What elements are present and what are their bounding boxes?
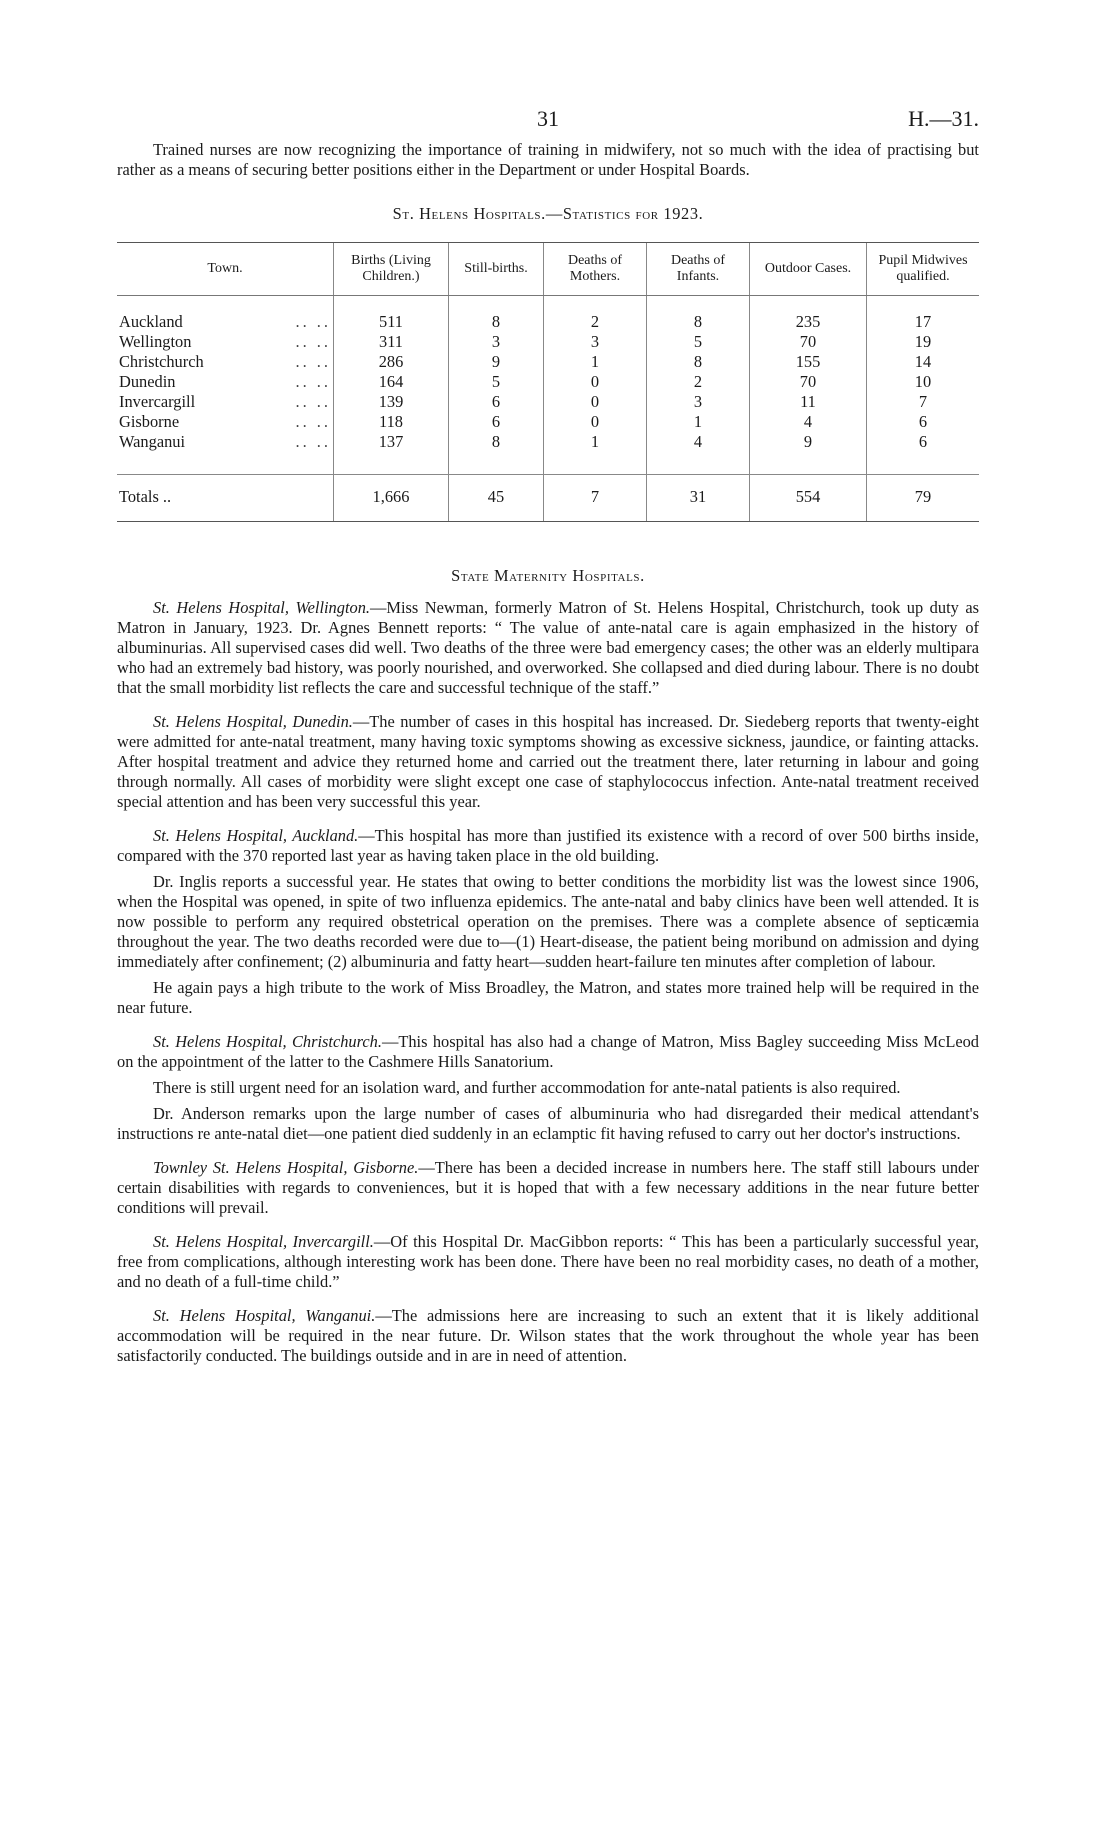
leader-dots: .. .. bbox=[295, 312, 331, 331]
christchurch-paragraph-2: There is still urgent need for an isolation ward, and further accommodation for ante-natal patients is also required. bbox=[153, 1078, 901, 1097]
auckland-paragraph bbox=[117, 826, 979, 866]
deaths-infants-cell: 2 bbox=[647, 372, 750, 392]
still-births-cell: 3 bbox=[449, 332, 544, 352]
hospital-title: St. Helens Hospital, Wellington. bbox=[153, 598, 370, 617]
paragraph-text: —The admissions here are increasing to such an extent that it is likely additional accommodation will be required in the near future. Dr. Wilson states that the work throughout the whole year has been satisfactorily conducted. The buildings outside and in are in need of attention. bbox=[117, 1306, 980, 1365]
dunedin-paragraph bbox=[117, 712, 979, 812]
table-title: St. Helens Hospitals.—Statistics for 1923. bbox=[392, 204, 704, 223]
paragraph-text: —This hospital has also had a change of Matron, Miss Bagley succeeding Miss McLeod on the appointment of the latter to the Cashmere Hills Sanatorium. bbox=[117, 1032, 979, 1071]
table-row bbox=[117, 296, 979, 333]
deaths-infants-cell: 3 bbox=[647, 392, 750, 412]
pupil-midwives-cell: 7 bbox=[867, 392, 980, 412]
town-name: Gisborne bbox=[119, 412, 180, 431]
wellington-paragraph bbox=[117, 598, 979, 698]
paragraph-text: —This hospital has more than justified its existence with a record of over 500 births inside, compared with the 370 reported last year as having taken place in the old building. bbox=[117, 826, 980, 865]
total-deaths-infants: 31 bbox=[647, 475, 750, 522]
deaths-infants-cell: 5 bbox=[647, 332, 750, 352]
outdoor-cases-cell: 9 bbox=[750, 432, 867, 475]
outdoor-cases-cell: 4 bbox=[750, 412, 867, 432]
table-row bbox=[117, 432, 979, 475]
gisborne-paragraph bbox=[117, 1158, 979, 1218]
deaths-infants-cell: 1 bbox=[647, 412, 750, 432]
hospital-title: St. Helens Hospital, Christchurch. bbox=[153, 1032, 382, 1051]
table-row bbox=[117, 332, 979, 352]
deaths-mothers-cell: 2 bbox=[544, 296, 647, 333]
running-header bbox=[117, 106, 979, 140]
total-still-births: 45 bbox=[449, 475, 544, 522]
town-name: Auckland bbox=[119, 312, 183, 331]
outdoor-cases-cell: 155 bbox=[750, 352, 867, 372]
births-cell: 139 bbox=[334, 392, 449, 412]
total-deaths-mothers: 7 bbox=[544, 475, 647, 522]
hospital-title: St. Helens Hospital, Wanganui. bbox=[153, 1306, 376, 1325]
deaths-infants-cell: 8 bbox=[647, 352, 750, 372]
table-row bbox=[117, 372, 979, 392]
town-name: Invercargill bbox=[119, 392, 196, 411]
hospital-title: St. Helens Hospital, Auckland. bbox=[153, 826, 359, 845]
hospital-title: St. Helens Hospital, Dunedin. bbox=[153, 712, 353, 731]
still-births-cell: 6 bbox=[449, 392, 544, 412]
column-header-town: Town. bbox=[117, 243, 334, 296]
invercargill-paragraph bbox=[117, 1232, 979, 1292]
deaths-mothers-cell: 0 bbox=[544, 372, 647, 392]
table-row bbox=[117, 392, 979, 412]
births-cell: 511 bbox=[334, 296, 449, 333]
leader-dots: .. .. bbox=[295, 432, 331, 451]
document-reference: H.—31. bbox=[908, 106, 979, 131]
column-header-still-births: Still-births. bbox=[449, 243, 544, 296]
leader-dots: .. .. bbox=[295, 352, 331, 371]
hospital-title: St. Helens Hospital, Invercargill. bbox=[153, 1232, 374, 1251]
paragraph-text: —The number of cases in this hospital has increased. Dr. Siedeberg reports that twenty-eight were admitted for ante-natal treatment, many having toxic symptoms showing as excessive sickness, jaundice, or fainting attacks. After hospital treatment and advice they returned home and carried out the treatment there, later returning in labour and going through normally. All cases of morbidity were slight except one case of staphylococcus infection. Ante-natal treatment received special attention and has been very successful this year. bbox=[117, 712, 979, 811]
column-header-deaths-mothers: Deaths of Mothers. bbox=[544, 243, 647, 296]
statistics-table bbox=[117, 242, 979, 522]
christchurch-paragraph-3: Dr. Anderson remarks upon the large number of cases of albuminuria who had disregarded their medical attendant's instructions re ante-natal diet—one patient died suddenly in an eclamptic fit having refused to carry out her doctor's instructions. bbox=[117, 1104, 979, 1143]
auckland-paragraph-3: He again pays a high tribute to the work of Miss Broadley, the Matron, and states more trained help will be required in the near future. bbox=[117, 978, 979, 1017]
births-cell: 164 bbox=[334, 372, 449, 392]
leader-dots: .. .. bbox=[295, 332, 331, 351]
hospital-title: Townley St. Helens Hospital, Gisborne. bbox=[153, 1158, 419, 1177]
column-header-outdoor-cases: Outdoor Cases. bbox=[750, 243, 867, 296]
deaths-mothers-cell: 0 bbox=[544, 412, 647, 432]
section-title: State Maternity Hospitals. bbox=[451, 566, 645, 585]
outdoor-cases-cell: 70 bbox=[750, 372, 867, 392]
total-outdoor-cases: 554 bbox=[750, 475, 867, 522]
still-births-cell: 6 bbox=[449, 412, 544, 432]
still-births-cell: 9 bbox=[449, 352, 544, 372]
outdoor-cases-cell: 235 bbox=[750, 296, 867, 333]
deaths-mothers-cell: 1 bbox=[544, 352, 647, 372]
deaths-mothers-cell: 0 bbox=[544, 392, 647, 412]
still-births-cell: 8 bbox=[449, 432, 544, 475]
totals-label: Totals .. bbox=[117, 475, 334, 522]
intro-paragraph: Trained nurses are now recognizing the importance of training in midwifery, not so much with the idea of practising but rather as a means of securing better positions either in the Department or under Hospital Boards. bbox=[117, 140, 979, 179]
deaths-mothers-cell: 3 bbox=[544, 332, 647, 352]
deaths-mothers-cell: 1 bbox=[544, 432, 647, 475]
table-row bbox=[117, 352, 979, 372]
column-header-deaths-infants: Deaths of Infants. bbox=[647, 243, 750, 296]
document-page bbox=[117, 106, 979, 1366]
christchurch-paragraph bbox=[117, 1032, 979, 1072]
column-header-births: Births (Living Children.) bbox=[334, 243, 449, 296]
totals-row bbox=[117, 475, 979, 522]
paragraph-text: —Miss Newman, formerly Matron of St. Helens Hospital, Christchurch, took up duty as Matron in January, 1923. Dr. Agnes Bennett reports: “ The value of ante-natal care is again emphasized in the history of albuminurias. All supervised cases did well. Two deaths of the three were bad emergency cases; the other was an elderly multipara who had an extremely bad history, was poorly nourished, and overworked. She collapsed and died during labour. There is no doubt that the small morbidity list reflects the care and successful technique of the staff.” bbox=[117, 598, 979, 697]
still-births-cell: 8 bbox=[449, 296, 544, 333]
paragraph-text: —There has been a decided increase in numbers here. The staff still labours under certain disabilities with regards to conveniences, but it is hoped that with a few necessary additions in the near future better conditions will prevail. bbox=[117, 1158, 979, 1217]
deaths-infants-cell: 8 bbox=[647, 296, 750, 333]
table-header-row bbox=[117, 243, 979, 296]
town-name: Wellington bbox=[119, 332, 192, 351]
pupil-midwives-cell: 19 bbox=[867, 332, 980, 352]
paragraph-text: —Of this Hospital Dr. MacGibbon reports: “ This has been a particularly successful year, free from complications, although interesting work has been done. There have been no real morbidity cases, no death of a mother, and no death of a full-time child.” bbox=[117, 1232, 979, 1291]
auckland-paragraph-2: Dr. Inglis reports a successful year. He states that owing to better conditions the morbidity list was the lowest since 1906, when the Hospital was opened, in spite of two influenza epidemics. The ante-natal and baby clinics have been well attended. It is now possible to perform any required obstetrical operation on the premises. There was a complete absence of septicæmia throughout the year. The two deaths recorded were due to—(1) Heart-disease, the patient being moribund on admission and dying immediately after confinement; (2) albuminuria and fatty heart—sudden heart-failure ten minutes after completion of labour. bbox=[117, 872, 979, 971]
leader-dots: .. .. bbox=[295, 412, 331, 431]
total-pupil-midwives: 79 bbox=[867, 475, 980, 522]
pupil-midwives-cell: 6 bbox=[867, 432, 980, 475]
pupil-midwives-cell: 6 bbox=[867, 412, 980, 432]
leader-dots: .. .. bbox=[295, 372, 331, 391]
town-name: Christchurch bbox=[119, 352, 204, 371]
wanganui-paragraph bbox=[117, 1306, 979, 1366]
column-header-pupil-midwives: Pupil Midwives qualified. bbox=[867, 243, 980, 296]
outdoor-cases-cell: 11 bbox=[750, 392, 867, 412]
page-number: 31 bbox=[537, 106, 559, 131]
outdoor-cases-cell: 70 bbox=[750, 332, 867, 352]
leader-dots: .. .. bbox=[295, 392, 331, 411]
deaths-infants-cell: 4 bbox=[647, 432, 750, 475]
table-row bbox=[117, 412, 979, 432]
pupil-midwives-cell: 10 bbox=[867, 372, 980, 392]
town-name: Wanganui bbox=[119, 432, 186, 451]
births-cell: 137 bbox=[334, 432, 449, 475]
still-births-cell: 5 bbox=[449, 372, 544, 392]
births-cell: 118 bbox=[334, 412, 449, 432]
total-births: 1,666 bbox=[334, 475, 449, 522]
births-cell: 311 bbox=[334, 332, 449, 352]
town-name: Dunedin bbox=[119, 372, 176, 391]
births-cell: 286 bbox=[334, 352, 449, 372]
pupil-midwives-cell: 17 bbox=[867, 296, 980, 333]
pupil-midwives-cell: 14 bbox=[867, 352, 980, 372]
